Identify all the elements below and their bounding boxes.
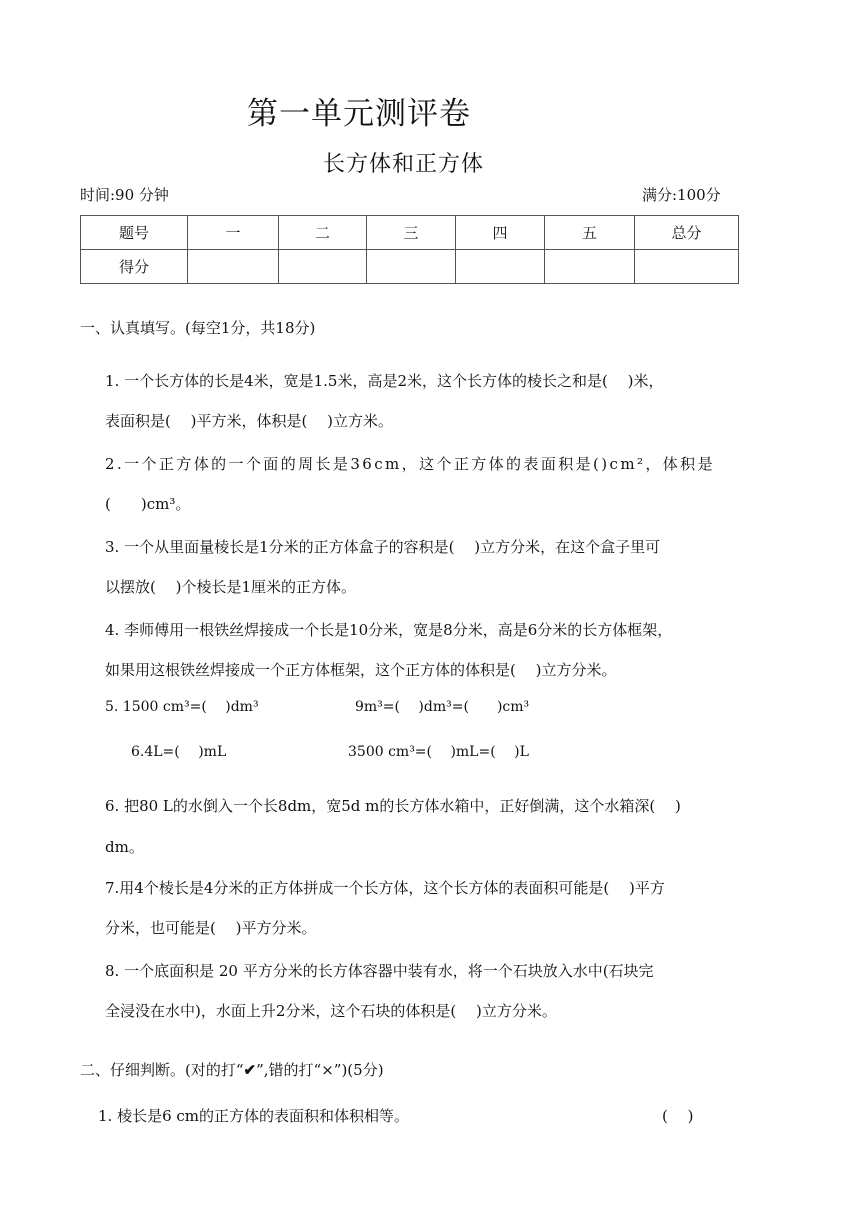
table-header-cell: 一 (188, 216, 279, 250)
question-line: 5. 1500 cm³=( )dm³ (105, 699, 259, 715)
section1-heading: 一、认真填写。(每空1分，共18分) (80, 319, 316, 337)
score-table-score-row (81, 250, 739, 284)
exam-subtitle: 长方体和正方体 (323, 152, 485, 177)
question-line: 1. 一个长方体的长是4米，宽是1.5米，高是2米，这个长方体的棱长之和是( )米， (105, 372, 664, 390)
score-cell (188, 250, 279, 284)
answer-blank: ( ) (662, 1107, 694, 1125)
question-line: 以摆放( )个棱长是1厘米的正方体。 (105, 578, 357, 596)
score-row-label: 得分 (81, 250, 188, 284)
score-cell (545, 250, 635, 284)
question-line: 6. 把80 L的水倒入一个长8dm，宽5d m的长方体水箱中，正好倒满，这个水箱深( ) (105, 797, 681, 815)
table-header-cell: 四 (456, 216, 545, 250)
question-line: 6.4L=( )mL (131, 744, 227, 760)
question-line: ( )cm³。 (105, 495, 191, 513)
question-line: 3500 cm³=( )mL=( )L (348, 744, 529, 760)
time-limit: 时间:90 分钟 (80, 186, 169, 204)
judge-question-text: 1. 棱长是6 cm的正方体的表面积和体积相等。 (98, 1107, 410, 1125)
score-table-header-row (81, 216, 739, 250)
question-line: 4. 李师傅用一根铁丝焊接成一个长是10分米，宽是8分米，高是6分米的长方体框架， (105, 621, 673, 639)
table-header-cell: 题号 (81, 216, 188, 250)
score-cell (456, 250, 545, 284)
score-cell (367, 250, 456, 284)
table-header-cell: 二 (279, 216, 367, 250)
score-cell (279, 250, 367, 284)
question-line: 7.用4个棱长是4分米的正方体拼成一个长方体，这个长方体的表面积可能是( )平方 (105, 879, 665, 897)
score-cell (635, 250, 739, 284)
question-line: 9m³=( )dm³=( )cm³ (355, 699, 530, 715)
question-line: 全浸没在水中)，水面上升2分米，这个石块的体积是( )立方分米。 (105, 1002, 557, 1020)
section2-heading-post: ”,错的打“×”)(5分) (256, 1061, 384, 1079)
table-header-cell: 五 (545, 216, 635, 250)
question-line: 分米，也可能是( )平方分米。 (105, 919, 317, 937)
question-line: 如果用这根铁丝焊接成一个正方体框架，这个正方体的体积是( )立方分米。 (105, 661, 617, 679)
question-line: 表面积是( )平方米，体积是( )立方米。 (105, 412, 393, 430)
question-line: dm。 (105, 838, 144, 856)
question-line: 2.一个正方体的一个面的周长是36cm，这个正方体的表面积是()cm²，体积是 (105, 455, 715, 473)
check-mark-icon: ✔ (243, 1061, 257, 1079)
full-score: 满分:100分 (642, 186, 721, 204)
section2-heading-pre: 二、仔细判断。(对的打“ (80, 1061, 244, 1079)
section2-heading (80, 1059, 384, 1080)
question-line: 8. 一个底面积是 20 平方分米的长方体容器中装有水，将一个石块放入水中(石块完 (105, 962, 654, 980)
table-header-cell: 三 (367, 216, 456, 250)
score-table (80, 215, 739, 284)
exam-title: 第一单元测评卷 (247, 96, 471, 132)
question-line: 3. 一个从里面量棱长是1分米的正方体盒子的容积是( )立方分米，在这个盒子里可 (105, 538, 661, 556)
table-header-cell: 总分 (635, 216, 739, 250)
